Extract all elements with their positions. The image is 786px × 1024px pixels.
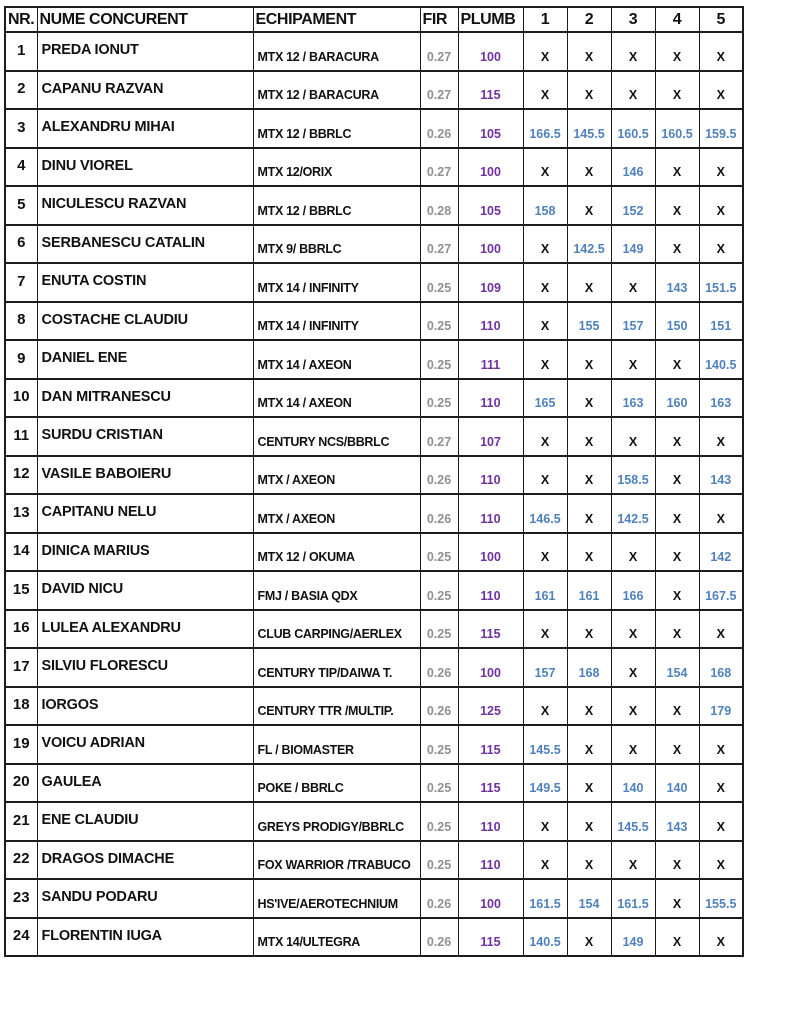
score-round-4: X <box>655 533 699 572</box>
score-round-3: 163 <box>611 379 655 418</box>
header-equipment: ECHIPAMENT <box>253 7 420 32</box>
row-number: 24 <box>5 918 37 957</box>
competitor-name: SANDU PODARU <box>37 879 253 918</box>
table-row <box>5 610 743 649</box>
plumb-value: 100 <box>458 225 523 264</box>
table-row <box>5 879 743 918</box>
score-round-5: 151 <box>699 302 743 341</box>
fir-value: 0.25 <box>420 802 458 841</box>
row-number: 18 <box>5 687 37 726</box>
equipment: MTX / AXEON <box>253 456 420 495</box>
score-round-2: X <box>567 379 611 418</box>
header-nr: NR. <box>5 7 37 32</box>
competitor-name: NICULESCU RAZVAN <box>37 186 253 225</box>
table-row <box>5 379 743 418</box>
results-table-body <box>5 32 743 956</box>
table-row <box>5 263 743 302</box>
fir-value: 0.26 <box>420 687 458 726</box>
row-number: 1 <box>5 32 37 71</box>
score-round-2: X <box>567 610 611 649</box>
row-number: 23 <box>5 879 37 918</box>
score-round-1: 146.5 <box>523 494 567 533</box>
score-round-2: X <box>567 841 611 880</box>
fir-value: 0.25 <box>420 571 458 610</box>
score-round-4: X <box>655 225 699 264</box>
score-round-4: X <box>655 186 699 225</box>
header-row <box>5 7 743 32</box>
score-round-2: X <box>567 687 611 726</box>
fir-value: 0.25 <box>420 725 458 764</box>
score-round-2: X <box>567 340 611 379</box>
row-number: 15 <box>5 571 37 610</box>
row-number: 6 <box>5 225 37 264</box>
fir-value: 0.26 <box>420 494 458 533</box>
competitor-name: SURDU CRISTIAN <box>37 417 253 456</box>
score-round-4: X <box>655 571 699 610</box>
score-round-5: 159.5 <box>699 109 743 148</box>
score-round-2: 161 <box>567 571 611 610</box>
plumb-value: 110 <box>458 571 523 610</box>
equipment: MTX 12 / BBRLC <box>253 186 420 225</box>
equipment: MTX 14/ULTEGRA <box>253 918 420 957</box>
equipment: FL / BIOMASTER <box>253 725 420 764</box>
equipment: GREYS PRODIGY/BBRLC <box>253 802 420 841</box>
header-round-3: 3 <box>611 7 655 32</box>
table-row <box>5 725 743 764</box>
score-round-3: 140 <box>611 764 655 803</box>
equipment: FOX WARRIOR /TRABUCO <box>253 841 420 880</box>
equipment: MTX 12/ORIX <box>253 148 420 187</box>
score-round-4: 143 <box>655 263 699 302</box>
score-round-1: 157 <box>523 648 567 687</box>
score-round-1: X <box>523 417 567 456</box>
table-row <box>5 148 743 187</box>
equipment: MTX 12 / BARACURA <box>253 32 420 71</box>
plumb-value: 110 <box>458 302 523 341</box>
table-row <box>5 533 743 572</box>
score-round-3: X <box>611 71 655 110</box>
score-round-2: X <box>567 263 611 302</box>
table-row <box>5 571 743 610</box>
score-round-1: 149.5 <box>523 764 567 803</box>
row-number: 19 <box>5 725 37 764</box>
equipment: HS'IVE/AEROTECHNIUM <box>253 879 420 918</box>
score-round-4: 154 <box>655 648 699 687</box>
score-round-5: X <box>699 148 743 187</box>
plumb-value: 110 <box>458 494 523 533</box>
plumb-value: 110 <box>458 802 523 841</box>
score-round-2: X <box>567 71 611 110</box>
score-round-3: 160.5 <box>611 109 655 148</box>
score-round-1: 158 <box>523 186 567 225</box>
score-round-5: X <box>699 610 743 649</box>
plumb-value: 100 <box>458 648 523 687</box>
score-round-2: X <box>567 764 611 803</box>
fir-value: 0.25 <box>420 302 458 341</box>
equipment: FMJ / BASIA QDX <box>253 571 420 610</box>
competitor-name: DAN MITRANESCU <box>37 379 253 418</box>
table-row <box>5 225 743 264</box>
score-round-2: X <box>567 918 611 957</box>
score-round-3: 145.5 <box>611 802 655 841</box>
table-row <box>5 417 743 456</box>
equipment: MTX 14 / AXEON <box>253 379 420 418</box>
score-round-5: X <box>699 725 743 764</box>
equipment: MTX 14 / AXEON <box>253 340 420 379</box>
score-round-5: 143 <box>699 456 743 495</box>
score-round-2: X <box>567 725 611 764</box>
score-round-1: X <box>523 71 567 110</box>
score-round-1: 166.5 <box>523 109 567 148</box>
score-round-4: X <box>655 725 699 764</box>
equipment: MTX 14 / INFINITY <box>253 302 420 341</box>
equipment: CENTURY TTR /MULTIP. <box>253 687 420 726</box>
table-row <box>5 918 743 957</box>
competitor-name: DINICA MARIUS <box>37 533 253 572</box>
score-round-5: 151.5 <box>699 263 743 302</box>
row-number: 7 <box>5 263 37 302</box>
score-round-1: X <box>523 533 567 572</box>
table-row <box>5 841 743 880</box>
row-number: 5 <box>5 186 37 225</box>
score-round-4: 140 <box>655 764 699 803</box>
table-row <box>5 32 743 71</box>
row-number: 12 <box>5 456 37 495</box>
table-row <box>5 302 743 341</box>
competitor-name: SERBANESCU CATALIN <box>37 225 253 264</box>
score-round-1: 161 <box>523 571 567 610</box>
header-plumb: PLUMB <box>458 7 523 32</box>
fir-value: 0.25 <box>420 841 458 880</box>
plumb-value: 111 <box>458 340 523 379</box>
table-row <box>5 648 743 687</box>
score-round-4: X <box>655 879 699 918</box>
competitor-name: FLORENTIN IUGA <box>37 918 253 957</box>
competitor-name: ALEXANDRU MIHAI <box>37 109 253 148</box>
header-round-1: 1 <box>523 7 567 32</box>
competitor-name: PREDA IONUT <box>37 32 253 71</box>
plumb-value: 110 <box>458 379 523 418</box>
equipment: POKE / BBRLC <box>253 764 420 803</box>
row-number: 14 <box>5 533 37 572</box>
score-round-1: X <box>523 340 567 379</box>
row-number: 16 <box>5 610 37 649</box>
equipment: MTX 14 / INFINITY <box>253 263 420 302</box>
plumb-value: 105 <box>458 186 523 225</box>
fir-value: 0.25 <box>420 379 458 418</box>
score-round-2: 155 <box>567 302 611 341</box>
score-round-5: X <box>699 417 743 456</box>
score-round-2: 168 <box>567 648 611 687</box>
score-round-1: X <box>523 610 567 649</box>
score-round-4: X <box>655 456 699 495</box>
competitor-name: VASILE BABOIERU <box>37 456 253 495</box>
score-round-1: X <box>523 32 567 71</box>
fir-value: 0.27 <box>420 225 458 264</box>
plumb-value: 125 <box>458 687 523 726</box>
score-round-3: 157 <box>611 302 655 341</box>
score-round-3: 152 <box>611 186 655 225</box>
score-round-4: X <box>655 32 699 71</box>
score-round-2: 142.5 <box>567 225 611 264</box>
table-row <box>5 456 743 495</box>
competitor-name: DANIEL ENE <box>37 340 253 379</box>
fir-value: 0.27 <box>420 417 458 456</box>
plumb-value: 115 <box>458 764 523 803</box>
score-round-2: X <box>567 533 611 572</box>
equipment: MTX / AXEON <box>253 494 420 533</box>
fir-value: 0.26 <box>420 109 458 148</box>
row-number: 17 <box>5 648 37 687</box>
plumb-value: 115 <box>458 918 523 957</box>
score-round-4: X <box>655 918 699 957</box>
row-number: 8 <box>5 302 37 341</box>
score-round-1: 140.5 <box>523 918 567 957</box>
table-row <box>5 687 743 726</box>
score-round-3: X <box>611 32 655 71</box>
score-round-5: X <box>699 71 743 110</box>
score-round-5: 142 <box>699 533 743 572</box>
score-round-1: 145.5 <box>523 725 567 764</box>
competitor-name: ENUTA COSTIN <box>37 263 253 302</box>
score-round-5: X <box>699 32 743 71</box>
score-round-2: X <box>567 802 611 841</box>
score-round-4: X <box>655 340 699 379</box>
table-row <box>5 802 743 841</box>
competitor-name: DRAGOS DIMACHE <box>37 841 253 880</box>
row-number: 4 <box>5 148 37 187</box>
competitor-name: ENE CLAUDIU <box>37 802 253 841</box>
plumb-value: 115 <box>458 610 523 649</box>
fir-value: 0.26 <box>420 648 458 687</box>
score-round-5: 163 <box>699 379 743 418</box>
plumb-value: 105 <box>458 109 523 148</box>
score-round-5: 168 <box>699 648 743 687</box>
table-row <box>5 186 743 225</box>
competitor-name: DINU VIOREL <box>37 148 253 187</box>
fir-value: 0.25 <box>420 610 458 649</box>
competitor-name: DAVID NICU <box>37 571 253 610</box>
score-round-5: 179 <box>699 687 743 726</box>
score-round-2: X <box>567 456 611 495</box>
score-round-5: X <box>699 764 743 803</box>
competitor-name: SILVIU FLORESCU <box>37 648 253 687</box>
score-round-3: 149 <box>611 918 655 957</box>
equipment: MTX 12 / OKUMA <box>253 533 420 572</box>
score-round-1: X <box>523 302 567 341</box>
score-round-1: X <box>523 841 567 880</box>
score-round-1: 165 <box>523 379 567 418</box>
score-round-3: X <box>611 533 655 572</box>
score-round-3: 146 <box>611 148 655 187</box>
score-round-3: 158.5 <box>611 456 655 495</box>
plumb-value: 109 <box>458 263 523 302</box>
row-number: 9 <box>5 340 37 379</box>
score-round-3: 149 <box>611 225 655 264</box>
fir-value: 0.25 <box>420 263 458 302</box>
row-number: 20 <box>5 764 37 803</box>
score-round-3: X <box>611 417 655 456</box>
competitor-name: CAPANU RAZVAN <box>37 71 253 110</box>
plumb-value: 100 <box>458 879 523 918</box>
equipment: MTX 12 / BARACURA <box>253 71 420 110</box>
score-round-4: X <box>655 610 699 649</box>
competitor-name: CAPITANU NELU <box>37 494 253 533</box>
score-round-5: X <box>699 918 743 957</box>
score-round-3: 142.5 <box>611 494 655 533</box>
score-round-4: 160.5 <box>655 109 699 148</box>
header-name: NUME CONCURENT <box>37 7 253 32</box>
score-round-4: X <box>655 148 699 187</box>
row-number: 22 <box>5 841 37 880</box>
score-round-5: 140.5 <box>699 340 743 379</box>
results-table <box>4 6 744 957</box>
score-round-1: X <box>523 148 567 187</box>
plumb-value: 110 <box>458 841 523 880</box>
score-round-1: X <box>523 802 567 841</box>
fir-value: 0.27 <box>420 32 458 71</box>
score-round-5: X <box>699 841 743 880</box>
plumb-value: 100 <box>458 32 523 71</box>
header-fir: FIR <box>420 7 458 32</box>
score-round-4: X <box>655 417 699 456</box>
competitor-name: LULEA ALEXANDRU <box>37 610 253 649</box>
fir-value: 0.26 <box>420 456 458 495</box>
score-round-4: 160 <box>655 379 699 418</box>
fir-value: 0.27 <box>420 148 458 187</box>
row-number: 2 <box>5 71 37 110</box>
score-round-5: X <box>699 802 743 841</box>
score-round-3: X <box>611 340 655 379</box>
plumb-value: 115 <box>458 725 523 764</box>
plumb-value: 110 <box>458 456 523 495</box>
equipment: MTX 12 / BBRLC <box>253 109 420 148</box>
score-round-4: X <box>655 494 699 533</box>
score-round-3: 166 <box>611 571 655 610</box>
score-round-5: X <box>699 225 743 264</box>
fir-value: 0.27 <box>420 71 458 110</box>
score-round-1: X <box>523 225 567 264</box>
score-round-3: X <box>611 610 655 649</box>
competitor-name: VOICU ADRIAN <box>37 725 253 764</box>
row-number: 21 <box>5 802 37 841</box>
row-number: 13 <box>5 494 37 533</box>
table-row <box>5 494 743 533</box>
score-round-5: 167.5 <box>699 571 743 610</box>
equipment: CENTURY TIP/DAIWA T. <box>253 648 420 687</box>
fir-value: 0.25 <box>420 533 458 572</box>
table-row <box>5 109 743 148</box>
score-round-4: X <box>655 71 699 110</box>
score-round-2: 145.5 <box>567 109 611 148</box>
score-round-5: 155.5 <box>699 879 743 918</box>
score-round-2: X <box>567 417 611 456</box>
score-round-3: X <box>611 841 655 880</box>
equipment: CLUB CARPING/AERLEX <box>253 610 420 649</box>
fir-value: 0.28 <box>420 186 458 225</box>
score-round-3: 161.5 <box>611 879 655 918</box>
plumb-value: 100 <box>458 148 523 187</box>
score-round-2: 154 <box>567 879 611 918</box>
table-row <box>5 764 743 803</box>
table-row <box>5 71 743 110</box>
plumb-value: 107 <box>458 417 523 456</box>
score-round-2: X <box>567 32 611 71</box>
fir-value: 0.26 <box>420 879 458 918</box>
score-round-3: X <box>611 687 655 726</box>
row-number: 10 <box>5 379 37 418</box>
score-round-4: 150 <box>655 302 699 341</box>
header-round-5: 5 <box>699 7 743 32</box>
score-round-4: X <box>655 687 699 726</box>
score-round-1: 161.5 <box>523 879 567 918</box>
score-round-5: X <box>699 494 743 533</box>
competitor-name: COSTACHE CLAUDIU <box>37 302 253 341</box>
header-round-4: 4 <box>655 7 699 32</box>
score-round-4: 143 <box>655 802 699 841</box>
score-round-1: X <box>523 456 567 495</box>
table-row <box>5 340 743 379</box>
equipment: CENTURY NCS/BBRLC <box>253 417 420 456</box>
score-round-3: X <box>611 263 655 302</box>
fir-value: 0.26 <box>420 918 458 957</box>
score-round-3: X <box>611 648 655 687</box>
plumb-value: 100 <box>458 533 523 572</box>
plumb-value: 115 <box>458 71 523 110</box>
score-round-4: X <box>655 841 699 880</box>
score-round-1: X <box>523 687 567 726</box>
fir-value: 0.25 <box>420 340 458 379</box>
score-round-2: X <box>567 494 611 533</box>
score-round-2: X <box>567 186 611 225</box>
score-round-1: X <box>523 263 567 302</box>
score-round-5: X <box>699 186 743 225</box>
row-number: 11 <box>5 417 37 456</box>
score-round-2: X <box>567 148 611 187</box>
competitor-name: GAULEA <box>37 764 253 803</box>
row-number: 3 <box>5 109 37 148</box>
competitor-name: IORGOS <box>37 687 253 726</box>
fir-value: 0.25 <box>420 764 458 803</box>
equipment: MTX 9/ BBRLC <box>253 225 420 264</box>
score-round-3: X <box>611 725 655 764</box>
header-round-2: 2 <box>567 7 611 32</box>
